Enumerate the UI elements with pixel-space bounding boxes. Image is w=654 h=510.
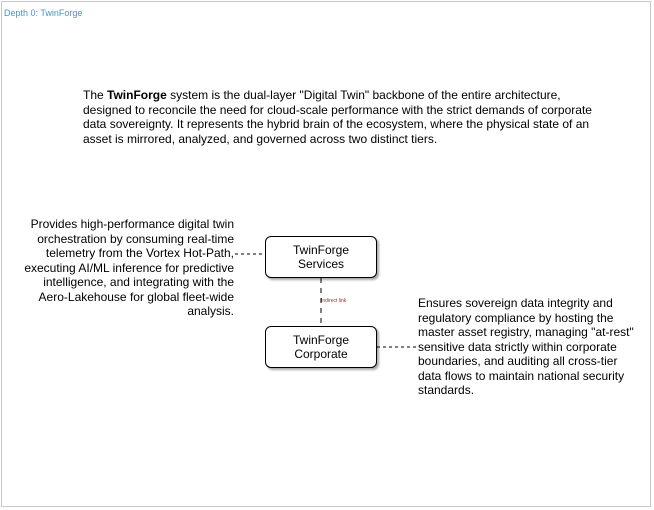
twinforge-services-node[interactable] — [265, 236, 377, 278]
services-node-line2: Services — [297, 257, 344, 271]
corporate-node-line2: Corporate — [294, 347, 348, 361]
twinforge-corporate-node[interactable] — [265, 326, 377, 368]
corporate-description: Ensures sovereign data integrity and regulatory compliance by hosting the master asset registry, managing "at-rest" sensitive data strictly within corporate boundaries, and auditing all cross-tier data flows to maintain national security standards. — [418, 296, 634, 397]
depth-label[interactable]: Depth 0: TwinForge — [4, 8, 83, 18]
corporate-node-label — [293, 333, 349, 362]
intro-prefix: The — [83, 88, 108, 102]
intro-brand: TwinForge — [107, 88, 167, 102]
intro-body: system is the dual-layer "Digital Twin" backbone of the entire architecture, designed to reconcile the need for cloud-scale performance with the strict demands of corporate data sovereignty. It represents the hybrid brain of the ecosystem, where the physical state of an asset is mirrored, analyzed, and governed across two distinct tiers. — [83, 88, 592, 146]
indirect-link-label: Indirect link — [321, 298, 347, 304]
corporate-node-line1: TwinForge — [292, 332, 350, 347]
services-node-line1: TwinForge — [292, 242, 350, 257]
services-node-label — [293, 243, 349, 272]
services-description: Provides high-performance digital twin orchestration by consuming real-time telemetry from the Vortex Hot-Path, executing AI/ML inference for predictive intelligence, and integrating with the Aero-Lakehouse for global fleet-wide analysis. — [24, 217, 234, 318]
